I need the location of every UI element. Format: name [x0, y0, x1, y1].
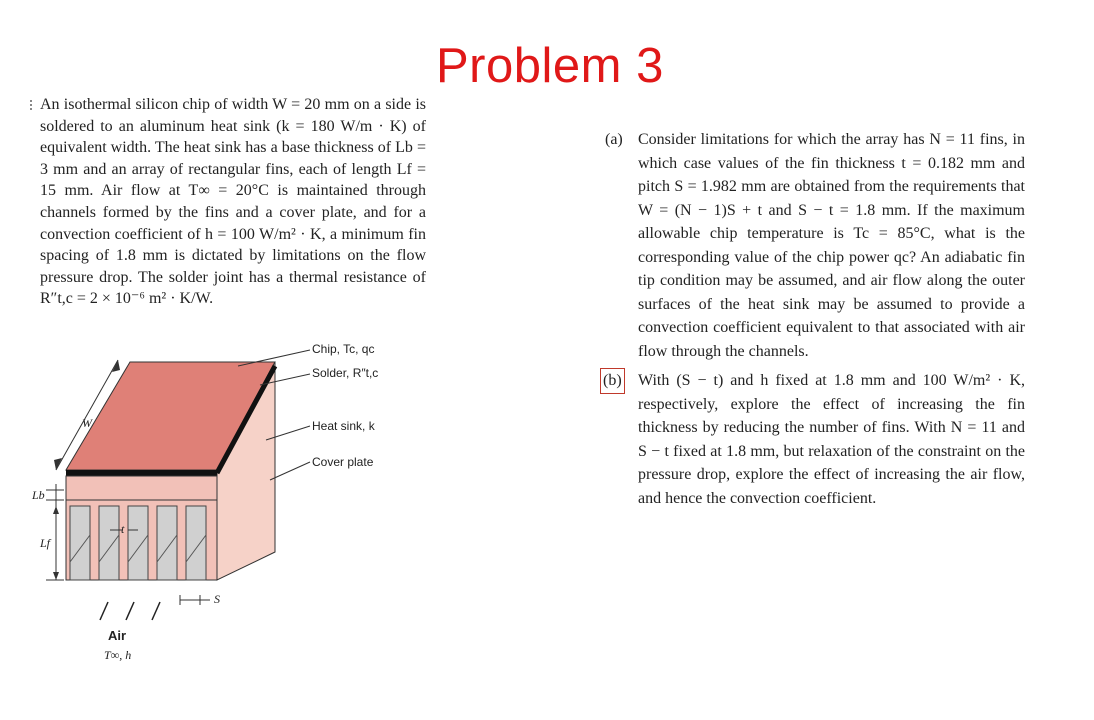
problem-title: Problem 3	[436, 39, 664, 93]
statement-text: An isothermal silicon chip of width W = 20 mm on a side is soldered to an aluminum heat sink (k = 180 W/m · K) of equivalent width. The heat sink has a base thickness of Lb = 3 mm and an array of rectangular fins, each of length Lf = 15 mm. Air flow at T∞ = 20°C is maintained through channels formed by the fins and a cover plate, and for a convection coefficient of h = 100 W/m² · K, a minimum fin spacing of 1.8 mm is dictated by limitations on the flow pressure drop. The solder joint has a thermal resistance of R″t,c = 2 × 10⁻⁶ m² · K/W.	[40, 96, 426, 308]
part-b	[605, 369, 1025, 510]
heat-sink-base	[66, 476, 217, 500]
lf-label: Lf	[40, 536, 51, 550]
solder-layer	[66, 470, 217, 476]
chip-label: Chip, Tc, qc	[312, 342, 375, 356]
margin-marker	[30, 100, 34, 110]
s-label: S	[214, 592, 220, 606]
solder-label: Solder, R″t,c	[312, 366, 379, 380]
heat-sink-drawing	[30, 330, 430, 680]
problem-parts	[605, 128, 1025, 516]
part-a-text: Consider limitations for which the array has N = 11 fins, in which case values of the fin thickness t = 0.182 mm and pitch S = 1.982 mm are obtained from the requirements that W = (N − 1)S + t and S − t = 1.8 mm. If the maximum allowable chip temperature is Tc = 85°C, what is the corresponding value of the chip power qc? An adiabatic fin tip condition may be assumed, and air flow along the outer surfaces of the heat sink may be assumed to provide a convection coefficient equivalent to that associated with air flow through the channels.	[638, 131, 1025, 360]
channel-5	[186, 506, 206, 580]
part-a-label: (a)	[605, 131, 623, 148]
t-label: t	[121, 522, 125, 536]
channel-4	[157, 506, 177, 580]
lb-label: Lb	[32, 488, 45, 502]
channel-3	[128, 506, 148, 580]
heat-sink-figure	[30, 330, 430, 680]
part-a	[605, 128, 1025, 363]
heat-sink-label: Heat sink, k	[312, 419, 375, 433]
fin-channels	[70, 506, 206, 580]
air-arrows	[100, 602, 160, 620]
channel-1	[70, 506, 90, 580]
w-label: W	[82, 416, 92, 430]
part-b-text: With (S − t) and h fixed at 1.8 mm and 100 W/m² · K, respectively, explore the effect of increasing the fin thickness by reducing the number of fins. With N = 11 and S − t fixed at 1.8 mm, but relaxation of the constraint on the pressure drop, explore the effect of increasing the air flow, and hence the convection coefficient.	[638, 372, 1025, 507]
part-b-label: (b)	[600, 368, 625, 394]
air-conditions-label: T∞, h	[104, 648, 132, 662]
channel-2	[99, 506, 119, 580]
air-label: Air	[108, 628, 127, 643]
cover-plate-label: Cover plate	[312, 455, 374, 469]
problem-statement	[40, 94, 426, 310]
